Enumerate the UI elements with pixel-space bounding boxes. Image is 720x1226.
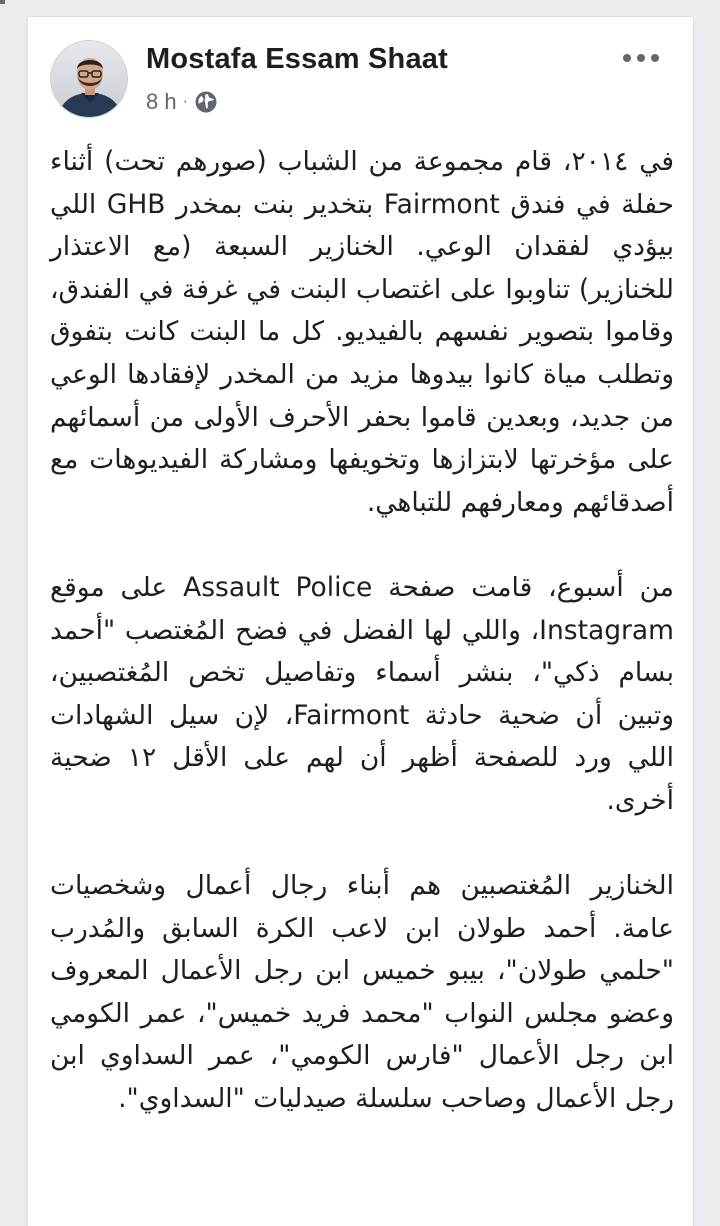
- top-strip: [0, 0, 720, 16]
- more-dot: [651, 54, 659, 62]
- post-timestamp[interactable]: 8 h: [146, 89, 177, 114]
- avatar[interactable]: [50, 40, 128, 118]
- author-name[interactable]: Mostafa Essam Shaat: [146, 43, 448, 75]
- profile-photo-icon: [51, 41, 128, 118]
- more-dot: [637, 54, 645, 62]
- post-paragraph-3: الخنازير المُغتصبين هم أبناء رجال أعمال وشخصيات عامة. أحمد طولان ابن لاعب الكرة السابق والمُدرب "حلمي طولان"، بيبو خميس ابن رجل الأعمال المعروف وعضو مجلس النواب "محمد فريد خميس"، عمر الكومي ابن رجل الأعمال "فارس الكومي"، عمر السداوي ابن رجل الأعمال وصاحب سلسلة صيدليات "السداوي".: [50, 870, 674, 1115]
- top-left-mark: [0, 0, 5, 4]
- post-paragraph-1: في ٢٠١٤، قام مجموعة من الشباب (صورهم تحت) أثناء حفلة في فندق Fairmont بتخدير بنت بمخدر GHB اللي بيؤدي لفقدان الوعي. الخنازير السبعة (مع الاعتذار للخنازير) تناوبوا على اغتصاب البنت في غرفة في الفندق، وقاموا بتصوير نفسهم بالفيديو. كل ما البنت كانت بتفوق وتطلب مياة كانوا بيدوها مزيد من المخدر لإفقادها الوعي من جديد، وبعدين قاموا بحفر الأحرف الأولى من أسمائهم على مؤخرتها لابتزازها وتخويفها ومشاركة الفيديوهات مع أصدقائهم ومعارفهم للتباهي.: [50, 146, 674, 518]
- post-meta: [146, 89, 218, 115]
- post-body: [50, 141, 674, 1121]
- meta-separator: ·: [182, 93, 188, 110]
- post-card: [27, 16, 694, 1226]
- post-paragraph-2: من أسبوع، قامت صفحة Assault Police على موقع Instagram، واللي لها الفضل في فضح المُغتصب "أحمد بسام ذكي"، بنشر أسماء وتفاصيل تخص المُغتصبين، وتبين أن ضحية حادثة Fairmont، لإن سيل الشهادات اللي ورد للصفحة أظهر أن لهم على الأقل ١٢ ضحية أخرى.: [50, 571, 674, 816]
- post-header: [28, 17, 693, 127]
- more-options-icon[interactable]: [623, 47, 659, 69]
- globe-icon[interactable]: [194, 90, 218, 114]
- more-dot: [623, 54, 631, 62]
